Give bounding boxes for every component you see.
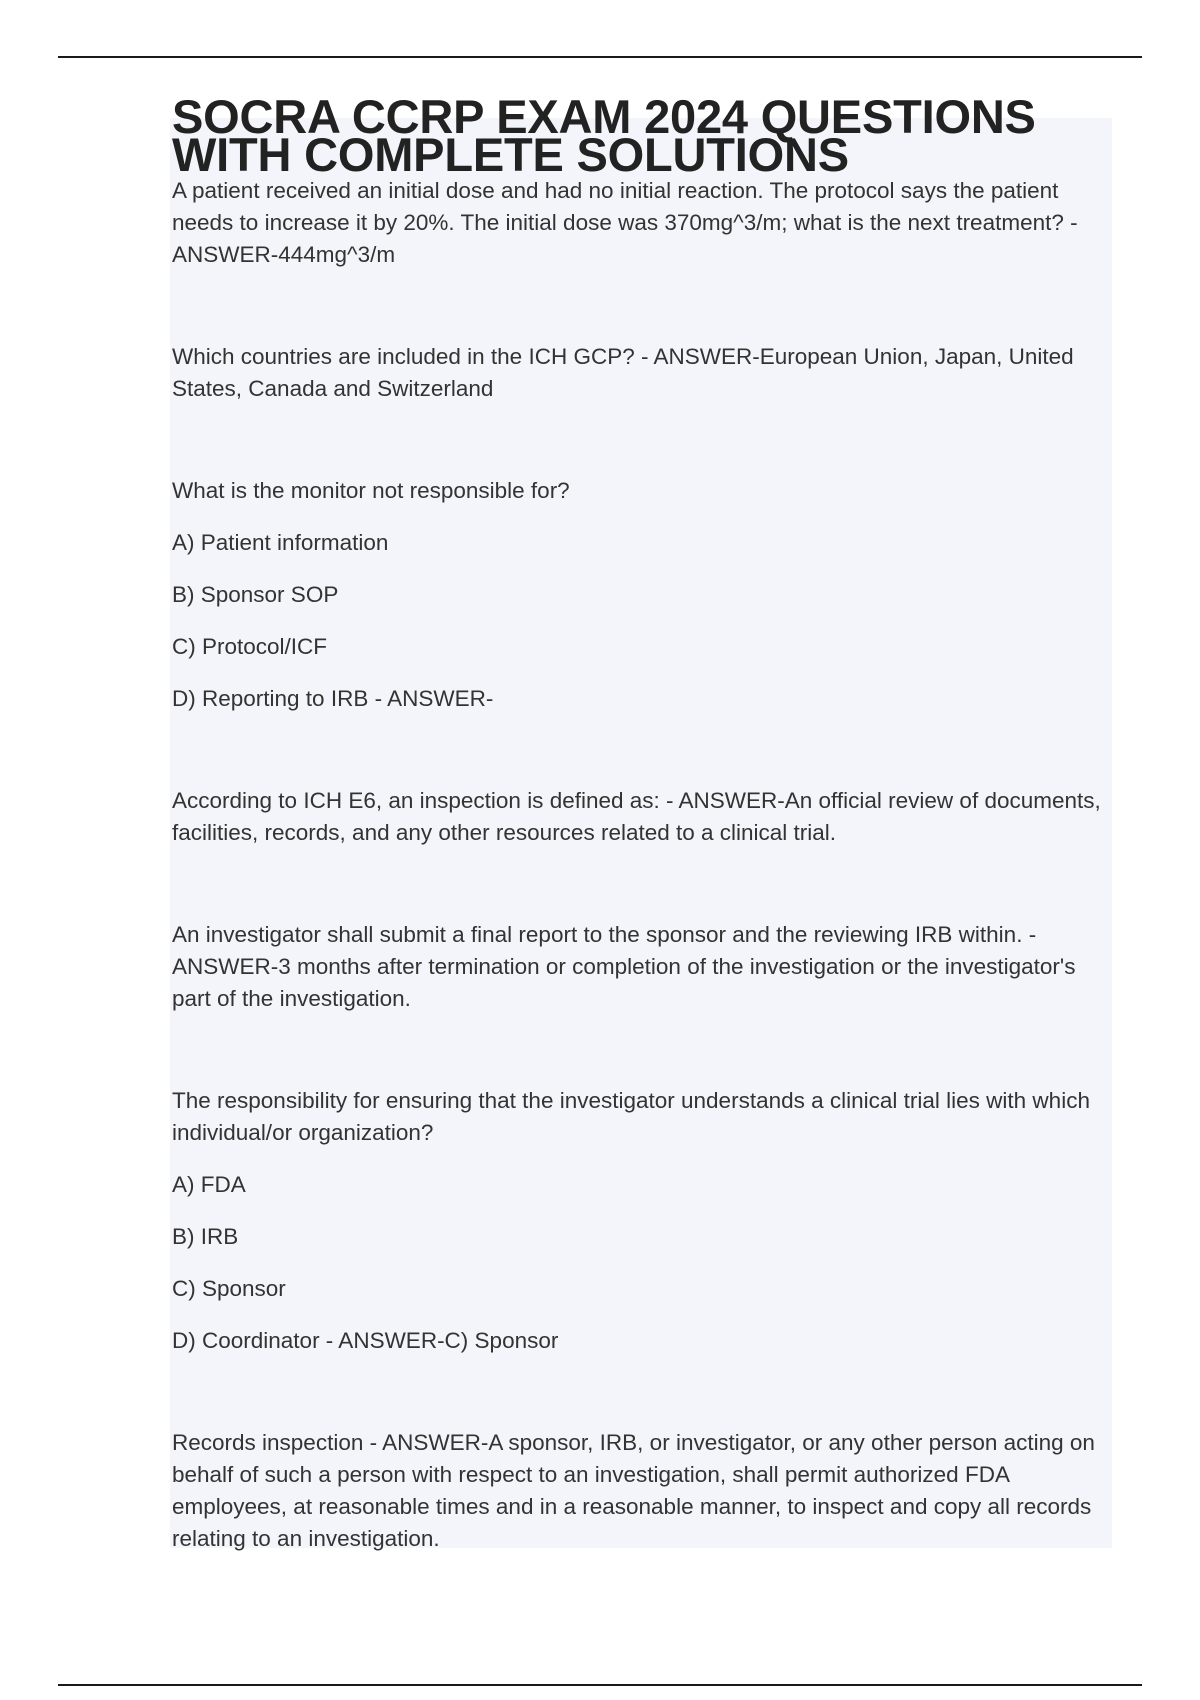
qa-item-records-inspection: Records inspection - ANSWER-A sponsor, IRB, or investigator, or any other person acting on behalf of such a person with respect to an investigation, shall permit authorized FDA employees, at reasonable times and in a reasonable manner, to inspect and copy all records relating to an investigation.	[172, 1430, 1095, 1551]
qa-item-inspection: According to ICH E6, an inspection is defined as: - ANSWER-An official review of documents, facilities, records, and any other resources related to a clinical trial.	[172, 788, 1101, 845]
answer-option: C) Protocol/ICF	[172, 634, 328, 659]
question-stem: What is the monitor not responsible for?	[172, 478, 570, 503]
answer-option: D) Reporting to IRB - ANSWER-	[172, 686, 494, 711]
question-stem: The responsibility for ensuring that the investigator understands a clinical trial lies with which individual/or organization?	[172, 1088, 1090, 1145]
answer-option: A) FDA	[172, 1172, 246, 1197]
document-title: SOCRA CCRP EXAM 2024 QUESTIONS WITH COMPLETE SOLUTIONS	[172, 90, 1036, 181]
answer-option: B) Sponsor SOP	[172, 582, 339, 607]
document-body	[172, 175, 1120, 1555]
answer-option: C) Sponsor	[172, 1276, 286, 1301]
qa-item-monitor	[172, 475, 1120, 715]
top-divider	[58, 56, 1142, 58]
answer-option: D) Coordinator - ANSWER-C) Sponsor	[172, 1328, 559, 1353]
qa-item-dose: A patient received an initial dose and had no initial reaction. The protocol says the patient needs to increase it by 20%. The initial dose was 370mg^3/m; what is the next treatment? - ANSWER-444mg^3/m	[172, 178, 1078, 267]
qa-item-responsibility	[172, 1085, 1120, 1357]
qa-item-final-report: An investigator shall submit a final report to the sponsor and the reviewing IRB within. - ANSWER-3 months after termination or completion of the investigation or the investigator's part of the investigation.	[172, 922, 1076, 1011]
bottom-divider	[58, 1684, 1142, 1686]
answer-option: B) IRB	[172, 1224, 239, 1249]
answer-option: A) Patient information	[172, 530, 389, 555]
qa-item-ich-countries: Which countries are included in the ICH GCP? - ANSWER-European Union, Japan, United States, Canada and Switzerland	[172, 344, 1074, 401]
